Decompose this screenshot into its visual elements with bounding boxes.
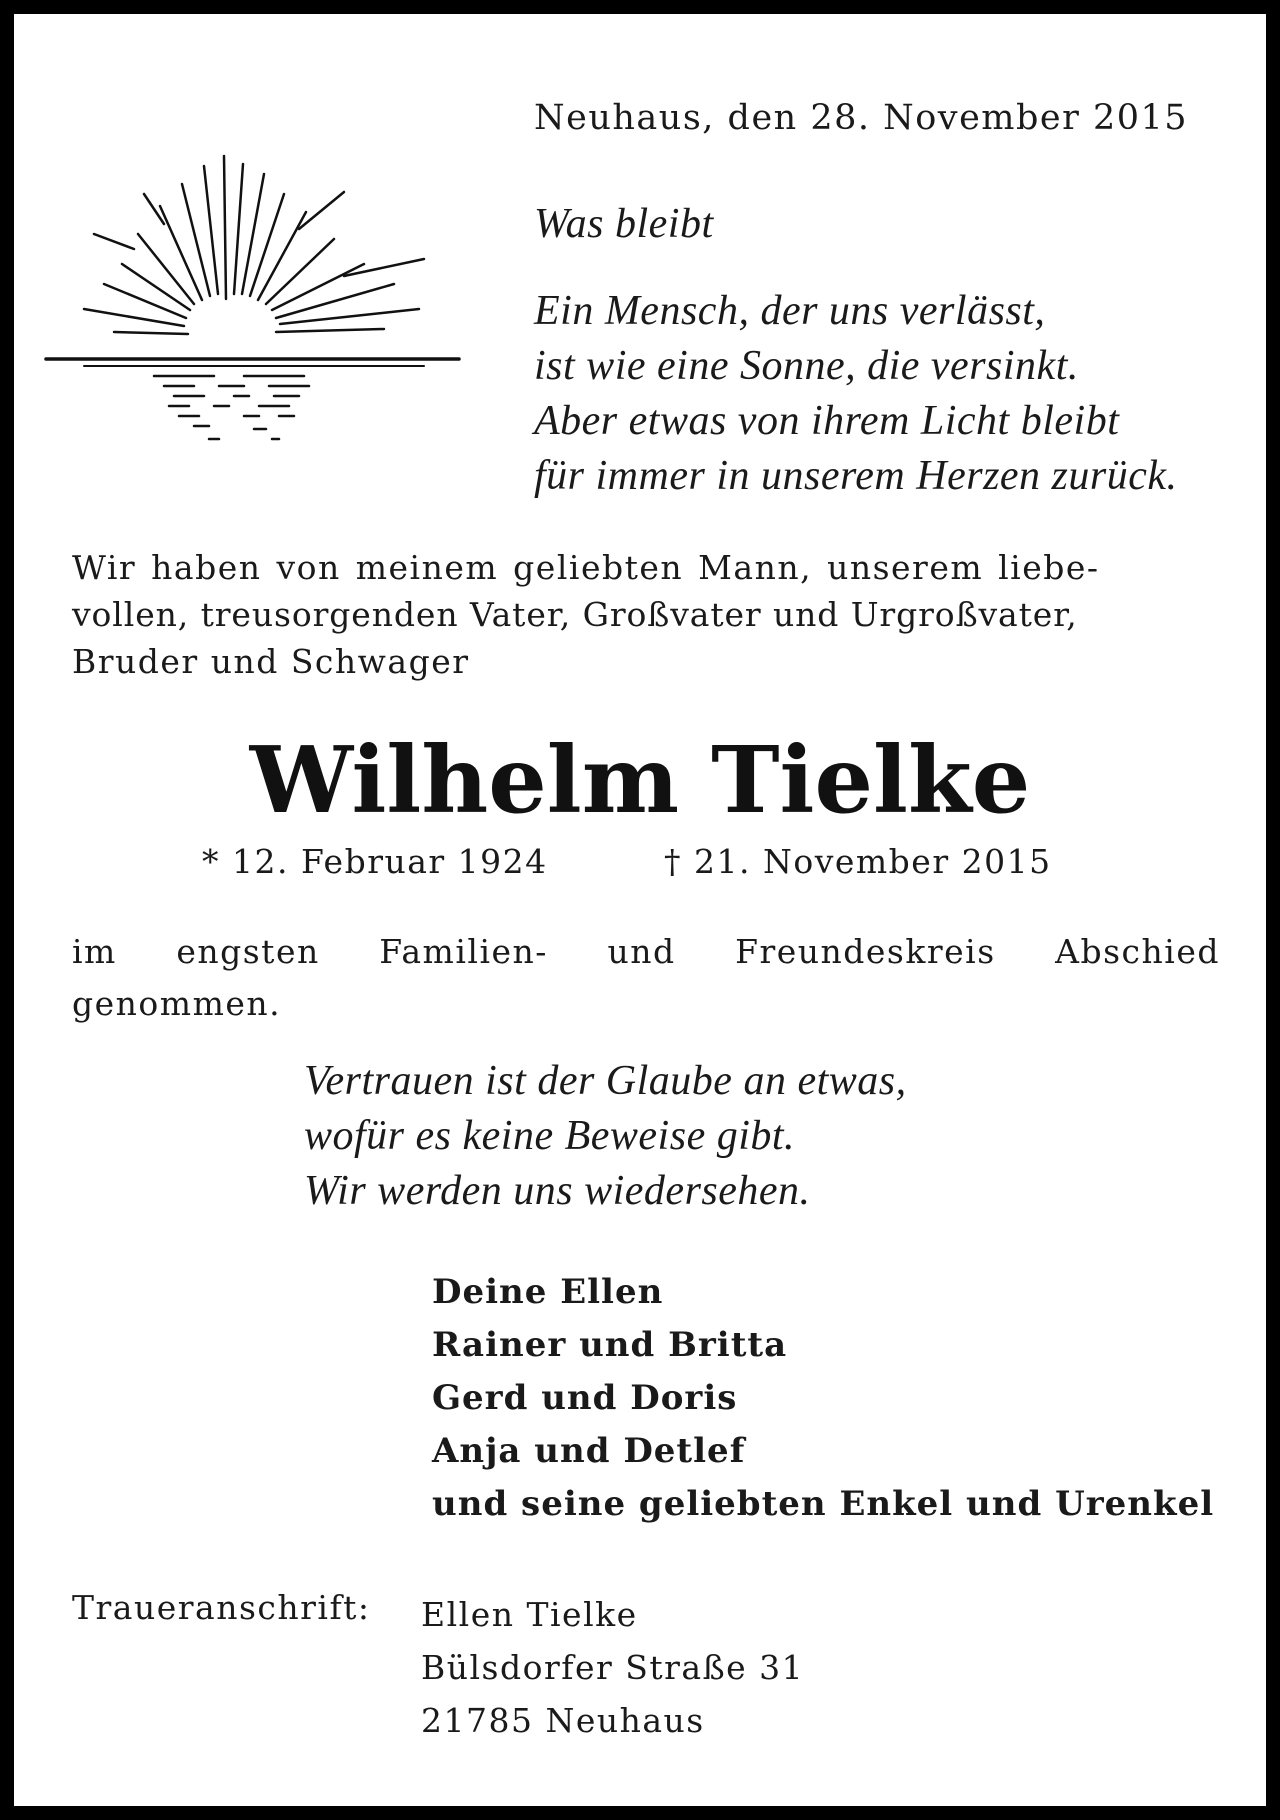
farewell-word: engsten bbox=[176, 932, 320, 971]
address-line: Bülsdorfer Straße 31 bbox=[421, 1648, 805, 1687]
poem-line: wofür es keine Beweise gibt. bbox=[304, 1113, 796, 1159]
farewell-word: im bbox=[72, 932, 117, 971]
address-label: Traueranschrift: bbox=[72, 1588, 371, 1627]
poem-line: für immer in unserem Herzen zurück. bbox=[534, 453, 1178, 499]
family-signatures bbox=[432, 1266, 1214, 1531]
address-line: 21785 Neuhaus bbox=[421, 1701, 705, 1740]
farewell-line: genommen. bbox=[72, 984, 282, 1023]
family-line: Gerd und Doris bbox=[432, 1378, 738, 1418]
obituary-notice bbox=[14, 14, 1266, 1806]
poem-top bbox=[534, 284, 1178, 504]
intro-paragraph bbox=[72, 544, 1220, 685]
birth-date: * 12. Februar 1924 bbox=[202, 842, 548, 881]
farewell-word: Freundeskreis bbox=[735, 932, 996, 971]
poem-bottom bbox=[304, 1054, 907, 1219]
poem-line: ist wie eine Sonne, die versinkt. bbox=[534, 343, 1079, 389]
farewell-line bbox=[72, 926, 1220, 978]
poem-line: Wir werden uns wiedersehen. bbox=[304, 1168, 811, 1214]
intro-line: Bruder und Schwager bbox=[72, 642, 470, 681]
family-line: Rainer und Britta bbox=[432, 1325, 788, 1365]
mourning-address bbox=[421, 1588, 804, 1747]
family-line: und seine geliebten Enkel und Urenkel bbox=[432, 1484, 1215, 1524]
intro-line: vollen, treusorgenden Vater, Großvater und Urgroßvater, bbox=[72, 595, 1078, 634]
notice-date: Neuhaus, den 28. November 2015 bbox=[534, 98, 1189, 138]
family-line: Deine Ellen bbox=[432, 1272, 664, 1312]
deceased-name: Wilhelm Tielke bbox=[249, 726, 1031, 834]
poem-line: Aber etwas von ihrem Licht bleibt bbox=[534, 398, 1120, 444]
poem-line: Ein Mensch, der uns verlässt, bbox=[534, 288, 1046, 334]
farewell-word: Familien- bbox=[379, 932, 548, 971]
farewell-paragraph bbox=[72, 926, 1220, 1030]
poem-line: Vertrauen ist der Glaube an etwas, bbox=[304, 1058, 907, 1104]
farewell-word: und bbox=[607, 932, 676, 971]
intro-line: Wir haben von meinem geliebten Mann, unserem liebe- bbox=[72, 548, 1100, 587]
death-date: † 21. November 2015 bbox=[664, 842, 1052, 881]
farewell-word: Abschied bbox=[1055, 932, 1220, 971]
poem-title: Was bleibt bbox=[534, 201, 714, 247]
sunset-over-water-icon bbox=[44, 154, 464, 444]
family-line: Anja und Detlef bbox=[432, 1431, 746, 1471]
address-line: Ellen Tielke bbox=[421, 1595, 638, 1634]
